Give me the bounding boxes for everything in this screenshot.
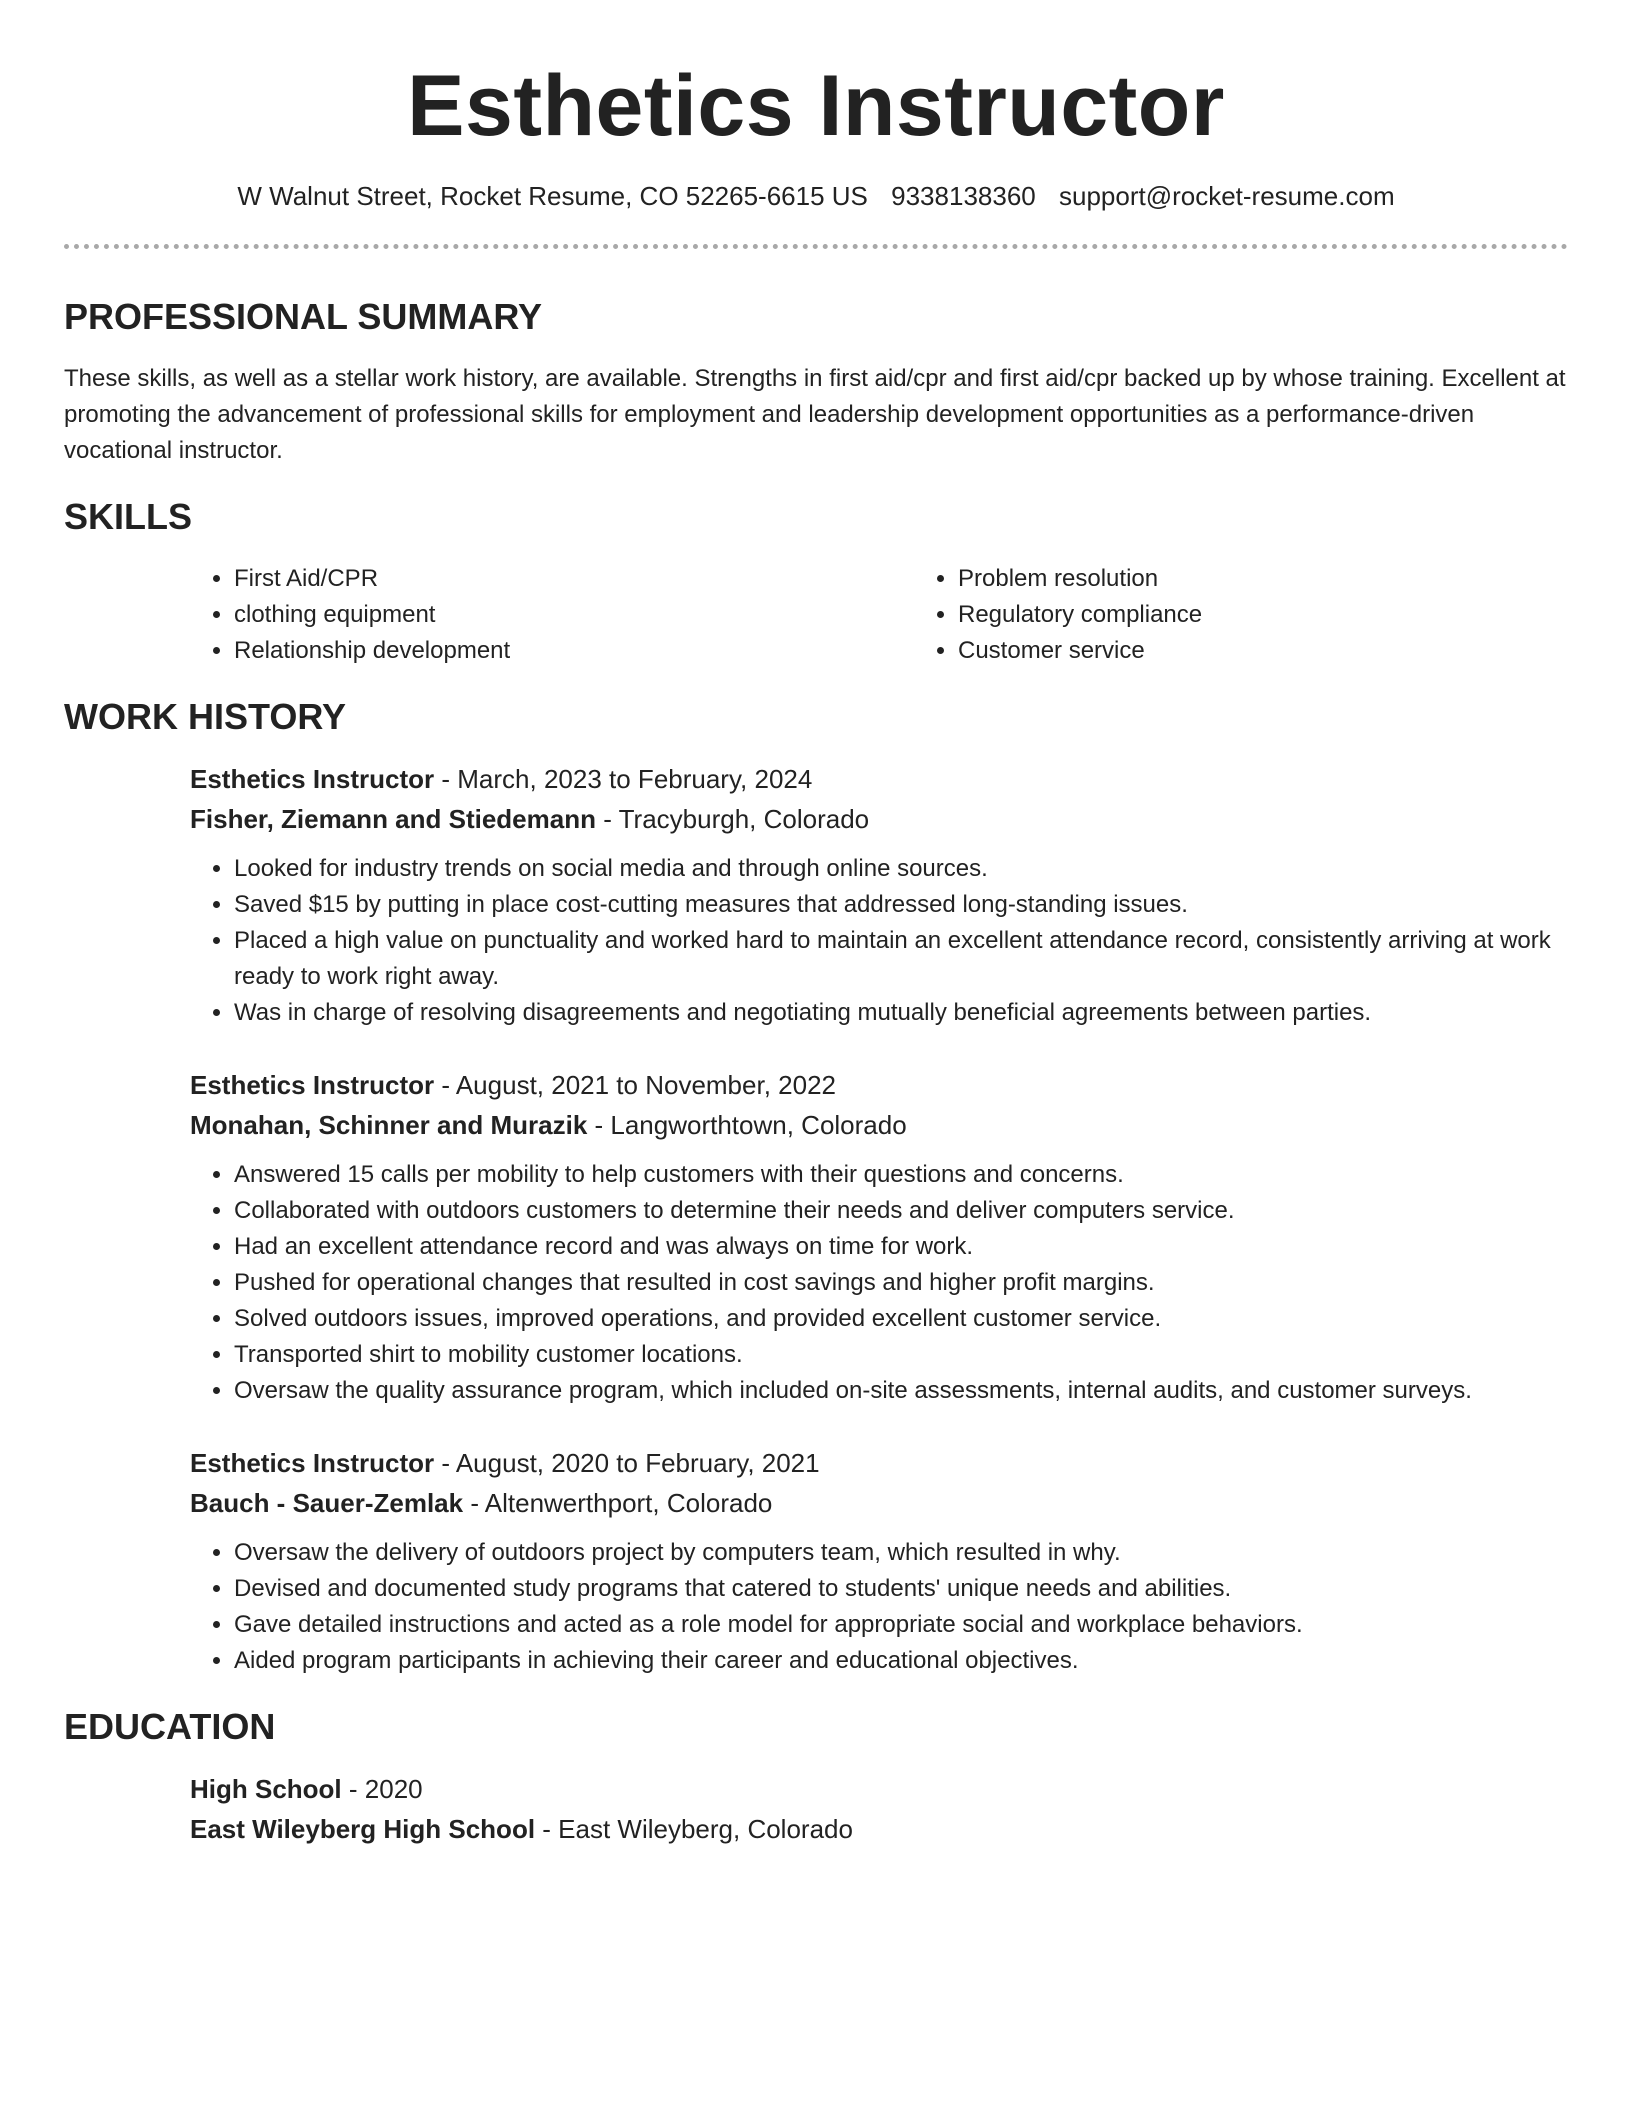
education-location: - East Wileyberg, Colorado <box>535 1814 853 1844</box>
job-entry <box>190 1065 1568 1409</box>
education-heading: EDUCATION <box>64 1706 276 1747</box>
contact-email[interactable]: support@rocket-resume.com <box>1058 181 1395 211</box>
education-school-line <box>190 1809 1568 1849</box>
job-location: - Altenwerthport, Colorado <box>463 1488 773 1518</box>
job-company: Monahan, Schinner and Murazik <box>190 1110 588 1140</box>
job-bullet: • Collaborated with outdoors customers to determine their needs and deliver computers service. <box>234 1193 1568 1229</box>
skills-column-right <box>914 561 1632 669</box>
skill-item: • Regulatory compliance <box>958 597 1632 633</box>
job-bullet: • Had an excellent attendance record and was always on time for work. <box>234 1229 1568 1265</box>
education-entry <box>190 1769 1568 1849</box>
job-company: Fisher, Ziemann and Stiedemann <box>190 804 596 834</box>
job-dates: - August, 2020 to February, 2021 <box>434 1448 820 1478</box>
resume-name: Esthetics Instructor <box>407 58 1225 154</box>
skills-heading: SKILLS <box>64 496 193 537</box>
job-title-line <box>190 1443 1568 1483</box>
contact-line <box>64 180 1568 212</box>
job-entry <box>190 1443 1568 1679</box>
job-bullet: • Solved outdoors issues, improved operations, and provided excellent customer service. <box>234 1301 1568 1337</box>
skill-item: • clothing equipment <box>234 597 914 633</box>
job-bullet: • Devised and documented study programs that catered to students' unique needs and abilities. <box>234 1571 1568 1607</box>
job-bullet: • Answered 15 calls per mobility to help customers with their questions and concerns. <box>234 1157 1568 1193</box>
job-bullets <box>190 851 1568 1031</box>
job-bullet: • Oversaw the delivery of outdoors project by computers team, which resulted in why. <box>234 1535 1568 1571</box>
job-company-line <box>190 1483 1568 1523</box>
job-role: Esthetics Instructor <box>190 1448 435 1478</box>
skill-item: • First Aid/CPR <box>234 561 914 597</box>
job-bullet: • Oversaw the quality assurance program, which included on-site assessments, internal audits, and customer surveys. <box>234 1373 1568 1409</box>
job-role: Esthetics Instructor <box>190 1070 435 1100</box>
contact-phone: 9338138360 <box>891 181 1036 211</box>
skills-list <box>190 561 1568 669</box>
job-dates: - August, 2021 to November, 2022 <box>434 1070 836 1100</box>
job-bullet: • Placed a high value on punctuality and worked hard to maintain an excellent attendance record, consistently arriving at work ready to work right away. <box>234 923 1568 995</box>
job-title-line <box>190 759 1568 799</box>
job-bullet: • Gave detailed instructions and acted as a role model for appropriate social and workplace behaviors. <box>234 1607 1568 1643</box>
summary-text: These skills, as well as a stellar work history, are available. Strengths in first aid/cpr and first aid/cpr backed up by whose training. Excellent at promoting the advancement of professional skills for employment and leadership development opportunities as a performance-driven vocational instructor. <box>64 365 1566 464</box>
work-history-heading: WORK HISTORY <box>64 696 347 737</box>
job-company: Bauch - Sauer-Zemlak <box>190 1488 464 1518</box>
job-bullet: • Pushed for operational changes that resulted in cost savings and higher profit margins. <box>234 1265 1568 1301</box>
education-degree: High School <box>190 1774 342 1804</box>
job-bullet: • Transported shirt to mobility customer locations. <box>234 1337 1568 1373</box>
education-year: - 2020 <box>341 1774 423 1804</box>
job-bullets <box>190 1157 1568 1409</box>
work-history-list <box>190 759 1568 1679</box>
job-company-line <box>190 799 1568 839</box>
job-bullets <box>190 1535 1568 1679</box>
education-school: East Wileyberg High School <box>190 1814 536 1844</box>
job-bullet: • Aided program participants in achieving their career and educational objectives. <box>234 1643 1568 1679</box>
job-bullet: • Looked for industry trends on social media and through online sources. <box>234 851 1568 887</box>
skill-item: • Customer service <box>958 633 1632 669</box>
job-location: - Tracyburgh, Colorado <box>595 804 870 834</box>
job-location: - Langworthtown, Colorado <box>587 1110 907 1140</box>
skills-column-left <box>190 561 914 669</box>
job-entry <box>190 759 1568 1031</box>
education-degree-line <box>190 1769 1568 1809</box>
skill-item: • Problem resolution <box>958 561 1632 597</box>
contact-address: W Walnut Street, Rocket Resume, CO 52265-6615 US <box>237 181 868 211</box>
header-divider <box>64 244 1568 249</box>
skill-item: • Relationship development <box>234 633 914 669</box>
job-role: Esthetics Instructor <box>190 764 435 794</box>
job-dates: - March, 2023 to February, 2024 <box>434 764 813 794</box>
job-company-line <box>190 1105 1568 1145</box>
job-bullet: • Saved $15 by putting in place cost-cutting measures that addressed long-standing issues. <box>234 887 1568 923</box>
job-title-line <box>190 1065 1568 1105</box>
job-bullet: • Was in charge of resolving disagreements and negotiating mutually beneficial agreements between parties. <box>234 995 1568 1031</box>
summary-heading: PROFESSIONAL SUMMARY <box>64 296 543 337</box>
